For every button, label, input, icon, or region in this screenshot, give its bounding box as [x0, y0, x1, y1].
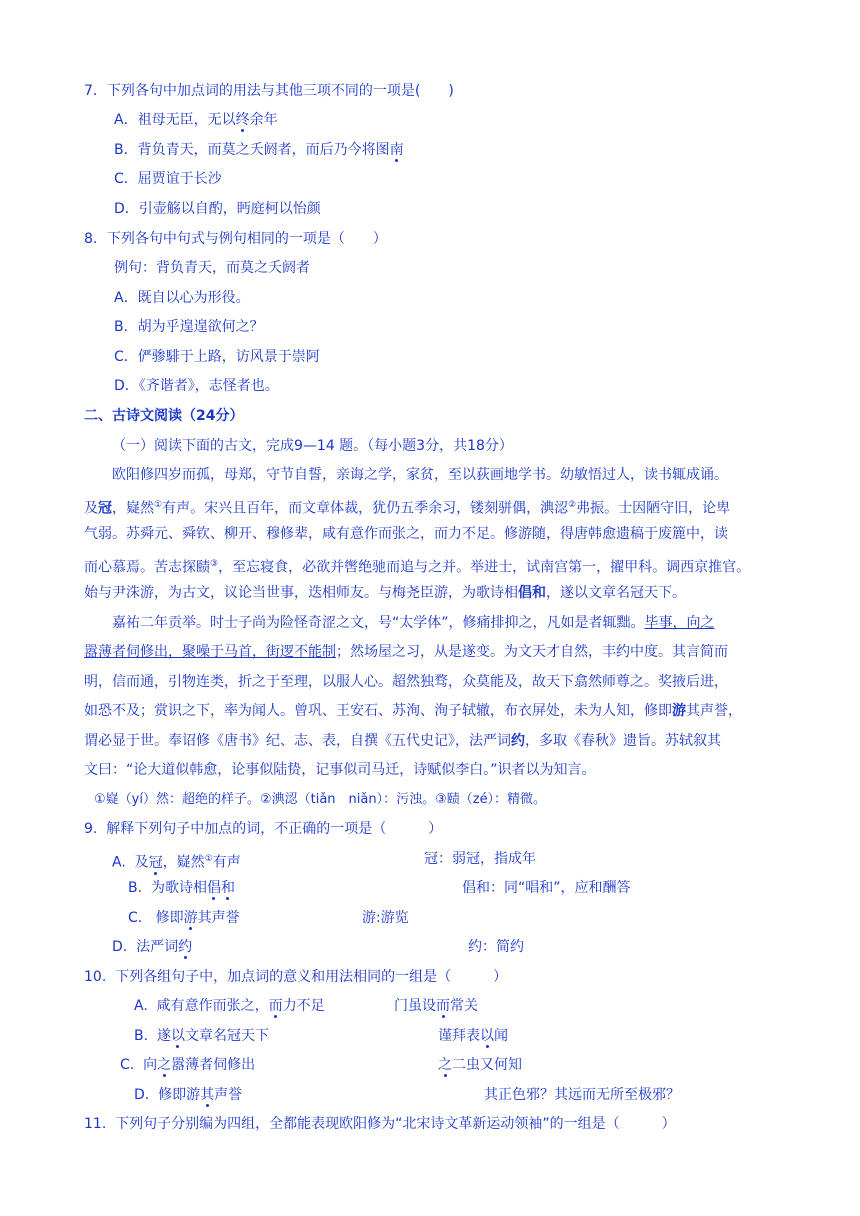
q10-stem: 10. 下列各组句子中，加点词的意义和用法相同的一组是（ ） [84, 969, 508, 985]
q10-option-d: D. 修即游其声誉 [134, 1087, 243, 1103]
q9-option-a-explain: 冠：弱冠，指成年 [424, 851, 536, 867]
q9-option-d-explain: 约：简约 [468, 939, 524, 955]
q8-option-c: C．俨骖騑于上路，访风景于崇阿 [114, 349, 320, 365]
q7-option-c: C．屈贾谊于长沙 [114, 171, 222, 187]
q11-stem: 11. 下列句子分别编为四组，全都能表现欧阳修为“北宋诗文革新运动领袖”的一组是（ ） [84, 1116, 676, 1132]
q8-option-d: D．《齐谐者》，志怪者也。 [114, 378, 279, 394]
q9-option-c-explain: 游:游览 [362, 910, 409, 926]
passage-line: 及冠，嶷然①有声。宋兴且百年，而文章体裁，犹仍五季余习，镂刻骈偶，淟涊②弗振。士因陋守旧，论卑 [84, 500, 731, 517]
q9-option-b: B. 为歌诗相倡和 [128, 880, 235, 896]
q8-option-b: B．胡为乎遑遑欲何之？ [114, 319, 264, 335]
q10-option-d-right: 其正色邪？其远而无所至极邪？ [484, 1087, 680, 1103]
q9-option-a: A. 及冠，嶷然①有声 [112, 854, 241, 871]
q8-example: 例句：背负青天，而莫之夭阏者 [114, 260, 310, 276]
q9-option-b-explain: 倡和：同“唱和”，应和酬答 [462, 880, 631, 896]
passage-line: 嚣薄者伺修出，聚噪于马首，街逻不能制；然场屋之习，从是遂变。为文天才自然，丰约中度。其言简而 [84, 644, 728, 660]
section-intro: （一）阅读下面的古文，完成9—14 题。（每小题3分，共18分） [112, 438, 513, 454]
q7-option-a: A．祖母无臣，无以终余年 [114, 112, 278, 128]
footnotes: ①嶷（yí）然：超绝的样子。②淟涊（tiǎn niǎn）：污浊。③赜（zé）：精微。 [94, 792, 547, 807]
section-heading: 二、古诗文阅读（24分） [84, 408, 244, 424]
passage-line: 气弱。苏舜元、舜钦、柳开、穆修辈，咸有意作而张之，而力不足。修游随，得唐韩愈遗稿于废簏中，读 [84, 526, 728, 542]
passage-line: 始与尹洙游，为古文，议论当世事，迭相师友。与梅尧臣游，为歌诗相倡和，遂以文章名冠天下。 [84, 585, 686, 601]
q10-option-a-right: 门虽设而常关 [394, 998, 478, 1014]
q9-option-c: C. 修即游其声誉 [128, 910, 240, 926]
q7-option-d: D．引壶觞以自酌，眄庭柯以怡颜 [114, 201, 321, 217]
q9-stem: 9. 解释下列句子中加点的词，不正确的一项是（ ） [84, 821, 443, 837]
passage-line: 明，信而通，引物连类，折之于至理，以服人心。超然独骛，众莫能及，故天下翕然师尊之。奖掖后进， [84, 674, 728, 690]
q7-stem: 7．下列各句中加点词的用法与其他三项不同的一项是( ) [84, 83, 454, 99]
q8-stem: 8．下列各句中句式与例句相同的一项是（ ） [84, 231, 387, 247]
passage-line: 谓必显于世。奉诏修《唐书》纪、志、表，自撰《五代史记》，法严词约，多取《春秋》遗旨。苏轼叙其 [84, 733, 721, 749]
q7-option-b: B．背负青天，而莫之夭阏者，而后乃今将图南 [114, 142, 404, 158]
q9-option-d: D. 法严词约 [112, 939, 193, 955]
passage-line: 如恐不及；赏识之下，率为闻人。曾巩、王安石、苏洵、洵子轼辙，布衣屏处，未为人知，修即游其声誉， [84, 703, 742, 719]
q10-option-b-right: 谨拜表以闻 [438, 1028, 508, 1044]
q10-option-c-right: 之二虫又何知 [438, 1057, 522, 1073]
q10-option-c: C. 向之嚣薄者伺修出 [120, 1057, 256, 1073]
passage-line: 欧阳修四岁而孤，母郑，守节自誓，亲诲之学，家贫，至以荻画地学书。幼敏悟过人，读书辄成诵。 [112, 467, 728, 483]
passage-line: 文曰：“论大道似韩愈，论事似陆贽，记事似司马迁，诗赋似李白。”识者以为知言。 [84, 762, 596, 778]
q10-option-a: A. 咸有意作而张之，而力不足 [134, 998, 325, 1014]
passage-line: 嘉祐二年贡举。时士子尚为险怪奇涩之文，号“太学体”，修痛排抑之，凡如是者辄黜。毕事，向之 [112, 615, 715, 631]
q8-option-a: A．既自以心为形役。 [114, 290, 250, 306]
passage-line: 而心慕焉。苦志探赜③，至忘寝食，必欲并辔绝驰而追与之并。举进士，试南宫第一，擢甲科。调西京推官。 [84, 559, 751, 576]
q10-option-b: B. 遂以文章名冠天下 [134, 1028, 269, 1044]
